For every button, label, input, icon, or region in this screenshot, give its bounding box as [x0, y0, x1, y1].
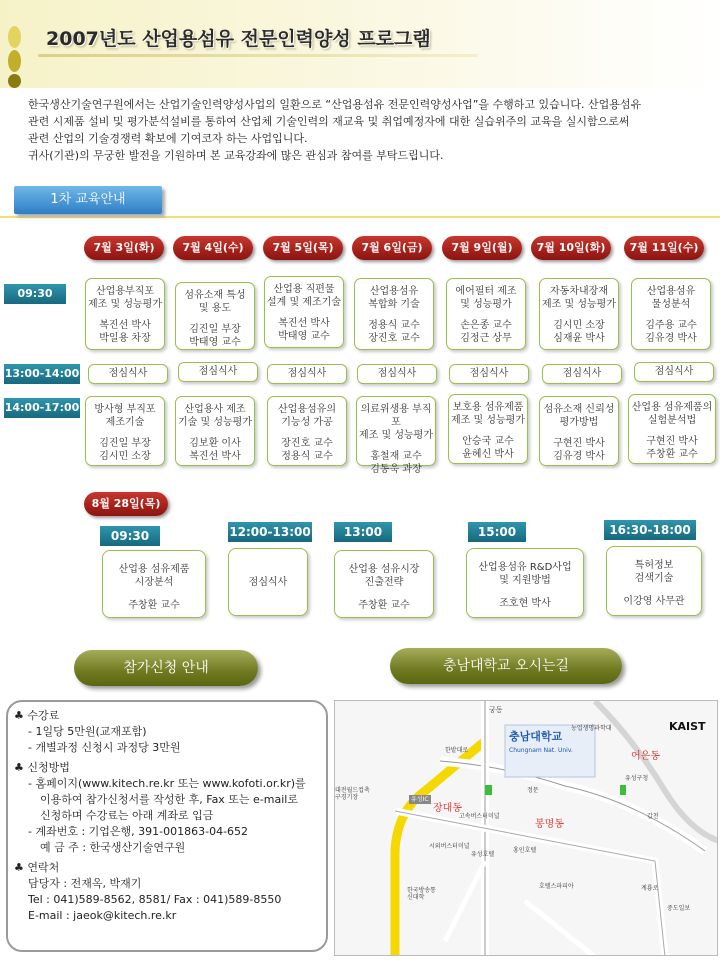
morning-session — [539, 278, 619, 350]
afternoon-session — [448, 394, 528, 464]
session-lecturer: 복진선 박사 — [99, 320, 151, 331]
session-title: 자동차내장재 — [550, 286, 608, 297]
session-lecturer: 박태영 교수 — [278, 331, 330, 342]
session-lecturer: 김진일 부장 — [99, 438, 151, 449]
session-title: 실험분석법 — [647, 415, 697, 426]
decor-dot — [8, 50, 21, 72]
session-title: 산업용 직편물 — [273, 284, 335, 295]
session-title: 기능성 가공 — [281, 417, 333, 428]
lunch-box: 점심식사 — [88, 364, 168, 384]
afternoon-session — [356, 396, 436, 475]
afternoon-session — [85, 396, 165, 466]
session-title: 제조 및 성능평가 — [359, 430, 433, 441]
session-title: 제조 및 성능평가 — [542, 299, 616, 310]
session-lecturer: 정용식 교수 — [281, 451, 333, 462]
session-title: 산업용섬유의 — [278, 404, 336, 415]
session-lecturer: 박태영 교수 — [189, 337, 241, 348]
info-line: E-mail : jaeok@kitech.re.kr — [28, 909, 177, 922]
intro-line: 관련 시제품 설비 및 평가분석설비를 통하여 산업체 기술인력의 재교육 및 취업예정자에 대한 실습위주의 교육을 실시함으로써 — [28, 115, 630, 128]
session-lecturer: 조호현 박사 — [499, 598, 551, 609]
lunch-box: 점심식사 — [634, 362, 714, 382]
map-label: 농업생명과학대 — [571, 725, 612, 732]
session-title: 평가방법 — [559, 417, 599, 428]
session-title: 섬유소재 특성 — [184, 290, 246, 301]
aug-session — [102, 550, 206, 618]
info-heading: ♣ 연락처 — [14, 861, 60, 874]
session-title: 진출전략 — [364, 577, 404, 588]
session-title: 제조 및 성능평가 — [88, 299, 162, 310]
session-lecturer: 김유경 박사 — [645, 333, 697, 344]
date-pill: 7월 9일(월) — [442, 236, 522, 260]
session-lecturer: 장진호 교수 — [368, 333, 420, 344]
map-label-kaist: KAIST — [669, 720, 706, 733]
map-label: 정문 — [527, 787, 539, 794]
session-title: 물성분석 — [651, 299, 691, 310]
info-line: 담당자 : 전재옥, 박재기 — [28, 877, 142, 890]
session-title: 시장분석 — [134, 577, 174, 588]
session-lecturer: 복진선 박사 — [278, 318, 330, 329]
morning-session — [175, 282, 255, 350]
info-line: - 개별과정 신청시 과정당 3만원 — [28, 741, 181, 754]
directions-tab: 충남대학교 오시는길 — [390, 648, 622, 684]
decor-dot — [8, 74, 21, 88]
aug-time-tag: 13:00 — [334, 522, 392, 542]
intro-line: 관련 산업의 기술경쟁력 확보에 기여코자 하는 사업입니다. — [28, 132, 308, 145]
session-lecturer: 심재윤 박사 — [553, 333, 605, 344]
session-title: 제조기술 — [105, 417, 145, 428]
session-lecturer: 주창환 교수 — [646, 449, 698, 460]
map-label: 갑천 — [647, 813, 659, 820]
session-title: 산업용섬유 — [369, 286, 419, 297]
date-pill: 7월 11일(수) — [624, 236, 704, 260]
morning-session — [446, 278, 526, 350]
info-line: 이용하여 참가신청서를 작성한 후, Fax 또는 e-mail로 — [40, 793, 298, 806]
session-title: 산업용사 제조 — [184, 404, 246, 415]
map-label-univ: 충남대학교 — [509, 730, 563, 743]
lunch-box: 점심식사 — [542, 364, 622, 384]
map-label: 홍인호텔 — [513, 847, 537, 854]
info-heading: ♣ 수강료 — [14, 709, 60, 722]
section-tab: 1차 교육안내 — [14, 186, 162, 214]
lunch-box: 점심식사 — [267, 364, 347, 384]
time-tag-lunch: 13:00-14:00 — [4, 364, 80, 384]
aug-time-tag: 16:30-18:00 — [604, 520, 696, 540]
date-pill: 7월 6일(금) — [352, 236, 432, 260]
map-road — [445, 861, 595, 956]
morning-session — [631, 278, 711, 350]
map-label: 유성구청 — [625, 775, 649, 782]
info-line: 예 금 주 : 한국생산기술연구원 — [40, 841, 186, 854]
morning-session — [85, 278, 165, 350]
session-title: 및 성능평가 — [460, 299, 512, 310]
session-title: 섬유소재 신뢰성 — [543, 404, 615, 415]
session-title: 제조 및 성능평가 — [451, 415, 525, 426]
session-title: 방사형 부직포 — [94, 404, 156, 415]
aug-session — [334, 550, 434, 618]
session-lecturer: 김시민 소장 — [99, 451, 151, 462]
map-label: 궁동 — [489, 706, 503, 714]
title-underline — [38, 54, 478, 57]
decor-dot — [8, 26, 21, 48]
date-pill-aug: 8월 28일(목) — [84, 492, 168, 516]
info-line: - 홈페이지(www.kitech.re.kr 또는 www.kofoti.or.kr)를 — [28, 777, 306, 790]
date-pill: 7월 10일(화) — [531, 236, 611, 260]
afternoon-session — [267, 396, 347, 466]
session-title: 산업용부직포 — [96, 286, 154, 297]
session-lecturer: 김보환 이사 — [189, 438, 241, 449]
map-label: 시외버스터미널 — [429, 843, 470, 850]
map-label: 한밭대로 — [445, 747, 469, 754]
session-lecturer: 홍철재 교수 — [370, 451, 422, 462]
session-lecturer: 안승국 교수 — [462, 436, 514, 447]
map-label: 어은동 — [631, 751, 660, 762]
session-title: 검색기술 — [634, 573, 674, 584]
map-label: 계룡로 — [641, 885, 659, 892]
intro-line: 한국생산기술연구원에서는 산업기술인력양성사업의 일환으로 “산업용섬유 전문인력양성사업”을 수행하고 있습니다. 산업용섬유 — [28, 98, 642, 111]
session-title: 특허정보 — [634, 560, 674, 571]
location-map — [334, 700, 718, 956]
section-divider — [0, 216, 720, 218]
session-lecturer: 정용식 교수 — [368, 320, 420, 331]
intro-line: 귀사(기관)의 무궁한 발전을 기원하며 본 교육강좌에 많은 관심과 참여를 부탁드립니다. — [28, 149, 444, 162]
session-lecturer: 김정근 상무 — [460, 333, 512, 344]
aug-session — [466, 548, 584, 618]
afternoon-session — [539, 396, 619, 466]
session-lecturer: 구현진 박사 — [646, 436, 698, 447]
info-line: Tel : 041)589-8562, 8581/ Fax : 041)589-8550 — [28, 893, 282, 906]
session-title: 복합화 기술 — [368, 299, 420, 310]
date-pill: 7월 4일(수) — [173, 236, 253, 260]
aug-lunch — [228, 548, 308, 616]
session-title: 산업용섬유 R&D사업 — [478, 562, 572, 573]
session-title: 산업용 섬유제품 — [118, 564, 190, 575]
session-lecturer: 박일용 차장 — [99, 333, 151, 344]
map-label: 한국방송통신대학 — [407, 887, 436, 901]
time-tag-afternoon: 14:00-17:00 — [4, 398, 80, 418]
session-title: 점심식사 — [248, 577, 288, 588]
info-line: - 계좌번호 : 기업은행, 391-001863-04-652 — [28, 825, 249, 838]
intro-paragraph — [28, 96, 708, 164]
session-lecturer: 김동욱 과장 — [370, 464, 422, 475]
session-lecturer: 주창환 교수 — [128, 600, 180, 611]
map-road-edge — [395, 811, 665, 956]
info-line: - 1일당 5만원(교재포함) — [28, 725, 147, 738]
map-label: Chungnam Nat. Univ. — [509, 747, 573, 754]
session-title: 산업용섬유 — [646, 286, 696, 297]
session-title: 및 지원방법 — [499, 575, 551, 586]
aug-time-tag: 15:00 — [468, 522, 526, 542]
map-building-icon — [620, 785, 626, 795]
session-lecturer: 주창환 교수 — [358, 600, 410, 611]
info-heading: ♣ 신청방법 — [14, 761, 70, 774]
lunch-box: 점심식사 — [357, 364, 437, 384]
session-lecturer: 김진일 부장 — [189, 324, 241, 335]
session-lecturer: 복진선 박사 — [189, 451, 241, 462]
map-label: 봉명동 — [535, 819, 564, 830]
session-title: 설계 및 제조기술 — [267, 297, 341, 308]
date-pill: 7월 3일(화) — [84, 236, 164, 260]
map-label: 중도일보 — [667, 905, 691, 912]
page-title: 2007년도 산업용섬유 전문인력양성 프로그램 — [46, 28, 431, 50]
map-road — [395, 811, 665, 956]
session-title: 산업용 섬유제품의 — [631, 402, 713, 413]
afternoon-session — [628, 394, 716, 464]
lunch-box: 점심식사 — [178, 362, 258, 382]
map-label: 유성호텔 — [471, 851, 495, 858]
session-lecturer: 손은종 교수 — [460, 320, 512, 331]
apply-info-tab: 참가신청 안내 — [74, 650, 258, 686]
map-label: 장대동 — [433, 803, 462, 814]
session-lecturer: 이강영 사무관 — [623, 596, 685, 607]
info-line: 신청하며 수강료는 아래 계좌로 입금 — [40, 809, 214, 822]
morning-session — [354, 278, 434, 350]
aug-session — [606, 546, 702, 616]
session-lecturer: 구현진 박사 — [553, 438, 605, 449]
session-title: 의료위생용 부직포 — [360, 404, 432, 428]
session-title: 산업용 섬유시장 — [348, 564, 420, 575]
session-lecturer: 김유경 박사 — [553, 451, 605, 462]
session-lecturer: 김주용 교수 — [645, 320, 697, 331]
afternoon-session — [175, 396, 255, 466]
date-pill: 7월 5일(목) — [263, 236, 343, 260]
session-title: 보호용 섬유제품 — [452, 402, 524, 413]
time-tag-morning: 09:30 — [4, 284, 66, 304]
session-lecturer: 윤혜신 박사 — [462, 449, 514, 460]
session-lecturer: 김시민 소장 — [553, 320, 605, 331]
map-building-icon — [485, 785, 492, 795]
session-lecturer: 장진호 교수 — [281, 438, 333, 449]
session-title: 에어필터 제조 — [455, 286, 517, 297]
morning-session — [264, 276, 344, 348]
map-label: 대전월드컵축구경기장 — [335, 787, 370, 801]
lunch-box: 점심식사 — [449, 364, 529, 384]
map-label: 유성IC — [411, 796, 429, 803]
map-label: 호텔스파피아 — [539, 883, 574, 890]
session-title: 및 용도 — [198, 303, 232, 314]
session-title: 기술 및 성능평가 — [178, 417, 252, 428]
application-info-panel — [6, 700, 328, 952]
aug-time-tag: 12:00-13:00 — [228, 522, 312, 542]
map-label: 고속버스터미널 — [459, 813, 500, 820]
aug-time-tag: 09:30 — [100, 526, 160, 546]
